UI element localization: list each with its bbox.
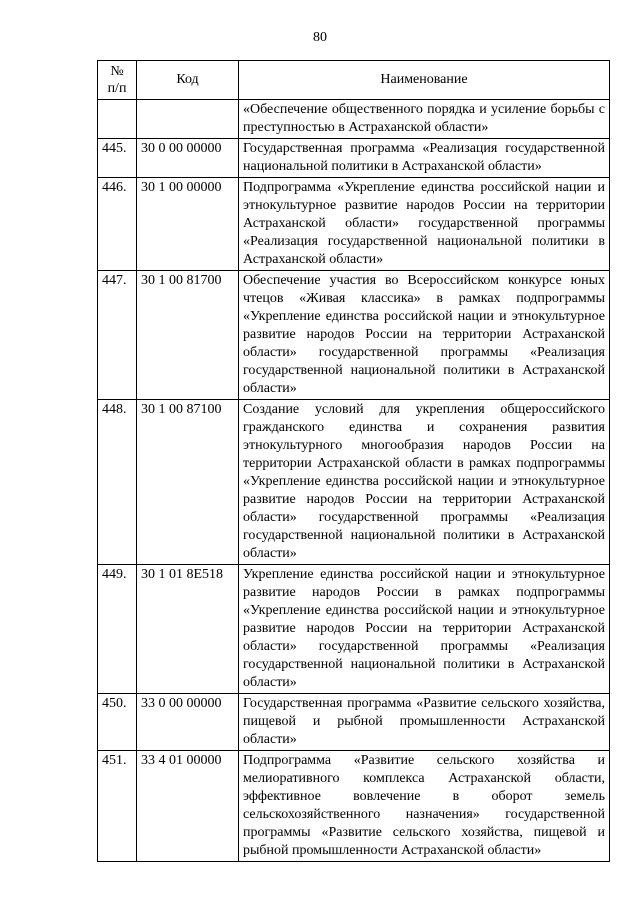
table-row: [98, 751, 610, 862]
header-number-symbol: №: [110, 64, 124, 79]
row-code: [137, 100, 239, 139]
header-name: Наименование: [239, 61, 610, 100]
row-name: Обеспечение участия во Всероссийском конкурсе юных чтецов «Живая классика» в рамках подпрограммы «Укрепление единства российской нации и этнокультурное развитие народов России на территории Астраханской области» государственной программы «Реализация государственной национальной политики в Астраханской области»: [239, 271, 610, 400]
row-number: 448.: [98, 400, 137, 565]
header-number: [98, 61, 137, 100]
row-code: 30 1 01 8E518: [137, 565, 239, 694]
row-code: 30 0 00 00000: [137, 139, 239, 178]
row-name: Подпрограмма «Укрепление единства российской нации и этнокультурное развитие народов России на территории Астраханской области» государственной программы «Реализация государственной национальной политики в Астраханской области»: [239, 178, 610, 271]
header-code: Код: [137, 61, 239, 100]
row-number: 451.: [98, 751, 137, 862]
table-header-row: [98, 61, 610, 100]
header-number-label: п/п: [107, 81, 127, 96]
row-code: 33 4 01 00000: [137, 751, 239, 862]
row-code: 30 1 00 00000: [137, 178, 239, 271]
row-name: Государственная программа «Реализация государственной национальной политики в Астраханской области»: [239, 139, 610, 178]
table-row: [98, 271, 610, 400]
row-name: Укрепление единства российской нации и этнокультурное развитие народов России в рамках подпрограммы «Укрепление единства российской нации и этнокультурное развитие народов России на территории Астраханской области» государственной программы «Реализация государственной национальной политики в Астраханской области»: [239, 565, 610, 694]
page-number: 80: [313, 30, 327, 45]
row-number: [98, 100, 137, 139]
row-name: Государственная программа «Развитие сельского хозяйства, пищевой и рыбной промышленности Астраханской области»: [239, 694, 610, 751]
table-row: [98, 100, 610, 139]
table-body: [98, 100, 610, 862]
row-name: Создание условий для укрепления общероссийского гражданского единства и сохранения развития этнокультурного многообразия народов России на территории Астраханской области в рамках подпрограммы «Укрепление единства российской нации и этнокультурное развитие народов России на территории Астраханской области» государственной программы «Реализация государственной национальной политики в Астраханской области»: [239, 400, 610, 565]
row-number: 446.: [98, 178, 137, 271]
row-number: 450.: [98, 694, 137, 751]
row-name: Подпрограмма «Развитие сельского хозяйства и мелиоративного комплекса Астраханской области, эффективное вовлечение в оборот земель сельскохозяйственного назначения» государственной программы «Развитие сельского хозяйства, пищевой и рыбной промышленности Астраханской области»: [239, 751, 610, 862]
table-row: [98, 178, 610, 271]
table-row: [98, 694, 610, 751]
table-row: [98, 139, 610, 178]
table-row: [98, 400, 610, 565]
row-code: 30 1 00 87100: [137, 400, 239, 565]
row-code: 33 0 00 00000: [137, 694, 239, 751]
row-number: 445.: [98, 139, 137, 178]
budget-classification-table: [97, 60, 610, 862]
row-number: 447.: [98, 271, 137, 400]
table-row: [98, 565, 610, 694]
row-name: «Обеспечение общественного порядка и усиление борьбы с преступностью в Астраханской области»: [239, 100, 610, 139]
row-code: 30 1 00 81700: [137, 271, 239, 400]
row-number: 449.: [98, 565, 137, 694]
